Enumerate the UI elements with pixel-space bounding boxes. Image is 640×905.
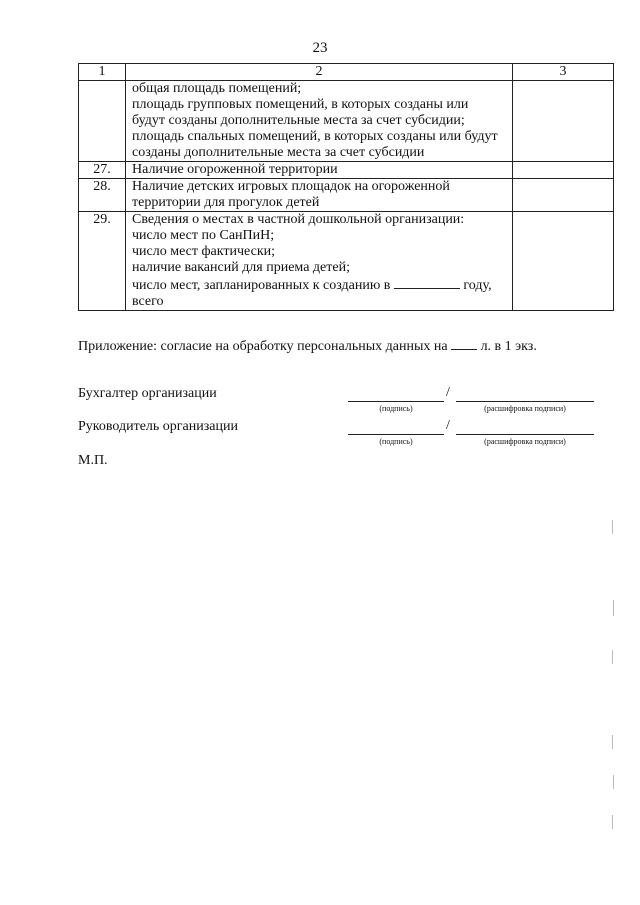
row-value (513, 81, 614, 162)
table-row (79, 212, 614, 311)
row-value (513, 162, 614, 179)
signature-slash: / (446, 418, 450, 433)
attachment-note (78, 337, 537, 355)
table-row (79, 179, 614, 212)
table-row (79, 162, 614, 179)
table-row (79, 81, 614, 162)
name-caption: (расшифровка подписи) (484, 437, 566, 446)
stamp-place-label: М.П. (78, 453, 108, 468)
scan-artifact (612, 520, 613, 534)
row-line: территории для прогулок детей (132, 195, 320, 210)
attachment-text: Приложение: согласие на обработку персональных данных на (78, 339, 448, 354)
row-value (513, 179, 614, 212)
row-line: площадь групповых помещений, в которых созданы или (132, 97, 469, 112)
planned-places-suffix: году, (463, 278, 492, 293)
planned-places-text: число мест, запланированных к созданию в (132, 278, 391, 293)
accountant-title: Бухгалтер организации (78, 386, 217, 401)
scan-artifact (612, 815, 613, 829)
row-line: число мест фактически; (132, 244, 276, 259)
header-col-1: 1 (79, 64, 126, 81)
row-line: созданы дополнительные места за счет субсидии (132, 145, 425, 160)
name-line (456, 434, 594, 435)
row-number (79, 81, 126, 162)
row-description (126, 81, 513, 162)
director-signature-block (78, 419, 614, 459)
signature-slash: / (446, 385, 450, 400)
year-blank (394, 276, 460, 289)
signature-caption: (подпись) (379, 437, 413, 446)
sheets-blank (451, 337, 477, 350)
page-number: 23 (312, 40, 328, 56)
row-line: площадь спальных помещений, в которых созданы или будут (132, 129, 498, 144)
row-line: всего (132, 294, 164, 309)
row-line: будут созданы дополнительные места за счет субсидии; (132, 113, 465, 128)
signature-caption: (подпись) (379, 404, 413, 413)
header-col-2: 2 (126, 64, 513, 81)
row-line: Наличие огороженной территории (132, 162, 338, 177)
row-line: Сведения о местах в частной дошкольной организации: (132, 212, 465, 227)
row-line: число мест по СанПиН; (132, 228, 275, 243)
header-col-3: 3 (513, 64, 614, 81)
row-line-with-blank (132, 276, 506, 294)
form-table (78, 63, 614, 311)
scan-artifact (613, 775, 614, 789)
row-line: Наличие детских игровых площадок на огороженной (132, 179, 450, 194)
scan-artifact (612, 735, 613, 749)
director-title: Руководитель организации (78, 419, 238, 434)
attachment-suffix: л. в 1 экз. (480, 339, 537, 354)
table-header-row (79, 64, 614, 81)
row-value (513, 212, 614, 311)
row-number: 29. (79, 212, 126, 311)
row-line: общая площадь помещений; (132, 81, 302, 96)
signature-line (348, 434, 444, 435)
row-number: 27. (79, 162, 126, 179)
signature-line (348, 401, 444, 402)
scan-artifact (612, 650, 613, 664)
row-description (126, 179, 513, 212)
name-line (456, 401, 594, 402)
name-caption: (расшифровка подписи) (484, 404, 566, 413)
row-description (126, 212, 513, 311)
row-number: 28. (79, 179, 126, 212)
row-line: наличие вакансий для приема детей; (132, 260, 350, 275)
scan-artifact (613, 600, 614, 616)
row-description (126, 162, 513, 179)
